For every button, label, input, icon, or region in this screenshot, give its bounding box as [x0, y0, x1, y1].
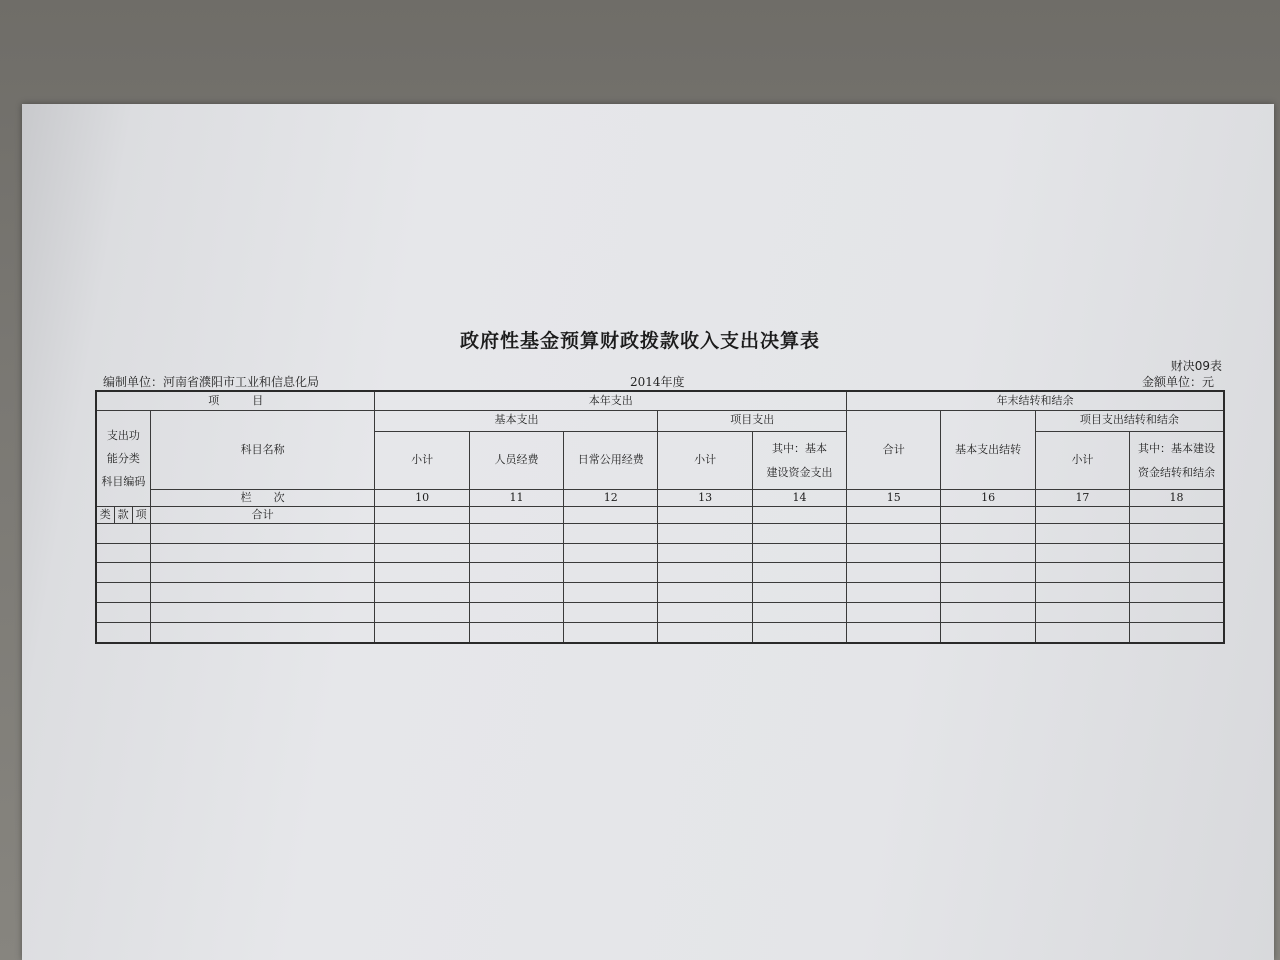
form-number: 财决09表 [1170, 359, 1222, 373]
total-cell [375, 507, 469, 524]
value-cell [1035, 523, 1129, 543]
total-cell [658, 507, 752, 524]
amount-unit: 金额单位：元 [1141, 375, 1214, 389]
value-cell [375, 543, 469, 563]
header-public-daily: 日常公用经费 [564, 431, 658, 490]
function-code-line-2: 能分类 [106, 451, 140, 465]
value-cell [1130, 563, 1224, 583]
value-cell [752, 623, 846, 643]
value-cell [752, 523, 846, 543]
table-row [96, 523, 1224, 543]
col-num-18: 18 [1130, 490, 1224, 507]
value-cell [564, 603, 658, 623]
header-subject-name: 科目名称 [150, 410, 375, 489]
value-cell [375, 583, 469, 603]
header-kuan: 款 [114, 507, 132, 524]
col-num-10: 10 [375, 490, 469, 507]
header-basic-expenditure: 基本支出 [375, 410, 658, 431]
subject-name-cell [150, 623, 375, 643]
value-cell [469, 583, 563, 603]
header-personnel: 人员经费 [469, 431, 563, 490]
value-cell [375, 563, 469, 583]
value-cell [847, 583, 941, 603]
table-row [96, 583, 1224, 603]
value-cell [658, 543, 752, 563]
header-capital-construction [752, 431, 846, 490]
col-num-13: 13 [658, 490, 752, 507]
value-cell [941, 583, 1035, 603]
subject-name-cell [150, 543, 375, 563]
value-cell [847, 623, 941, 643]
value-cell [847, 543, 941, 563]
header-xiang: 项 [132, 507, 150, 524]
total-cell [1035, 507, 1129, 524]
value-cell [564, 583, 658, 603]
value-cell [564, 543, 658, 563]
value-cell [752, 603, 846, 623]
table-row [96, 623, 1224, 643]
total-cell [469, 507, 563, 524]
code-cell [96, 563, 150, 583]
table-row [96, 603, 1224, 623]
header-project-carryover: 项目支出结转和结余 [1035, 410, 1224, 431]
code-cell [96, 543, 150, 563]
value-cell [941, 523, 1035, 543]
header-project: 项 目 [96, 391, 375, 410]
value-cell [375, 523, 469, 543]
capital-carryover-line-2: 资金结转和结余 [1138, 465, 1216, 479]
col-num-17: 17 [1035, 490, 1129, 507]
subject-name-cell [150, 563, 375, 583]
capital-carryover-line-1: 其中：基本建设 [1138, 442, 1216, 456]
header-project-subtotal: 小计 [658, 431, 752, 490]
col-num-15: 15 [847, 490, 941, 507]
col-num-12: 12 [564, 490, 658, 507]
value-cell [1035, 623, 1129, 643]
value-cell [752, 563, 846, 583]
value-cell [941, 623, 1035, 643]
total-row-label: 合计 [150, 507, 375, 524]
table-row [96, 563, 1224, 583]
value-cell [658, 523, 752, 543]
code-cell [96, 623, 150, 643]
header-column-index: 栏 次 [150, 490, 375, 507]
value-cell [941, 563, 1035, 583]
data-rows [96, 523, 1224, 643]
value-cell [1035, 603, 1129, 623]
value-cell [941, 603, 1035, 623]
value-cell [658, 563, 752, 583]
total-cell [941, 507, 1035, 524]
document-title: 政府性基金预算财政拨款收入支出决算表 [459, 330, 820, 352]
value-cell [1130, 523, 1224, 543]
value-cell [469, 563, 563, 583]
code-cell [96, 583, 150, 603]
header-basic-carryover: 基本支出结转 [941, 410, 1035, 489]
col-num-11: 11 [469, 490, 563, 507]
col-num-16: 16 [941, 490, 1035, 507]
value-cell [564, 563, 658, 583]
value-cell [658, 603, 752, 623]
value-cell [847, 563, 941, 583]
header-balance-total: 合计 [847, 410, 941, 489]
function-code-line-1: 支出功 [106, 428, 140, 442]
header-capital-carryover [1130, 431, 1224, 490]
header-project-expenditure: 项目支出 [658, 410, 847, 431]
value-cell [847, 523, 941, 543]
total-cell [564, 507, 658, 524]
header-function-code [96, 410, 150, 506]
table-row [96, 543, 1224, 563]
subject-name-cell [150, 583, 375, 603]
value-cell [1035, 563, 1129, 583]
header-carryover-subtotal: 小计 [1035, 431, 1129, 490]
budget-table [95, 390, 1225, 644]
total-cell [847, 507, 941, 524]
compiling-unit: 编制单位：河南省濮阳市工业和信息化局 [103, 375, 320, 389]
subject-name-cell [150, 603, 375, 623]
value-cell [1130, 623, 1224, 643]
value-cell [1035, 583, 1129, 603]
value-cell [375, 603, 469, 623]
total-cell [752, 507, 846, 524]
value-cell [941, 543, 1035, 563]
value-cell [658, 623, 752, 643]
value-cell [752, 543, 846, 563]
code-cell [96, 603, 150, 623]
code-cell [96, 523, 150, 543]
header-current-year-expenditure: 本年支出 [375, 391, 847, 410]
value-cell [564, 523, 658, 543]
col-num-14: 14 [752, 490, 846, 507]
value-cell [1035, 543, 1129, 563]
value-cell [375, 623, 469, 643]
function-code-line-3: 科目编码 [101, 474, 146, 488]
value-cell [658, 583, 752, 603]
fiscal-year: 2014年度 [630, 375, 685, 389]
header-subtotal: 小计 [375, 431, 469, 490]
value-cell [564, 623, 658, 643]
value-cell [469, 543, 563, 563]
header-lei: 类 [96, 507, 114, 524]
header-year-end-balance: 年末结转和结余 [847, 391, 1224, 410]
value-cell [1130, 603, 1224, 623]
value-cell [469, 623, 563, 643]
value-cell [1130, 583, 1224, 603]
capital-construction-line-2: 建设资金支出 [766, 465, 833, 479]
value-cell [469, 603, 563, 623]
value-cell [469, 523, 563, 543]
capital-construction-line-1: 其中：基本 [771, 442, 827, 456]
subject-name-cell [150, 523, 375, 543]
value-cell [847, 603, 941, 623]
value-cell [752, 583, 846, 603]
total-cell [1130, 507, 1224, 524]
value-cell [1130, 543, 1224, 563]
